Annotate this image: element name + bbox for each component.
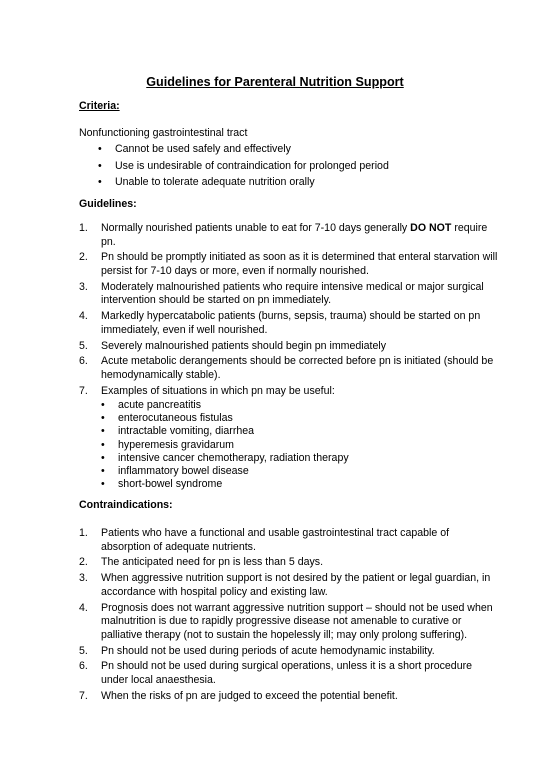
item-text: Examples of situations in which pn may be useful: — [101, 384, 335, 397]
list-item: • Unable to tolerate adequate nutrition orally — [98, 174, 389, 191]
contraindications-list — [79, 527, 499, 705]
contraindication-item — [79, 690, 499, 704]
guideline-item — [79, 355, 499, 382]
item-text: Prognosis does not warrant aggressive nutrition support – should not be used when malnutrition is due to rapidly progressive disease not amenable to curative or palliative therapy (not to sustain the hopelessly ill; may only prolong suffering). — [101, 601, 493, 641]
item-number: 2. — [79, 251, 88, 264]
item-number: 2. — [79, 556, 88, 569]
item-number: 1. — [79, 527, 88, 539]
list-item: • Use is undesirable of contraindication for prolonged period — [98, 158, 389, 175]
item-text: Pn should be promptly initiated as soon as it is determined that enteral starvation will persist for 7-10 days or more, even if normally nourished. — [101, 251, 498, 277]
item-text: require pn. — [101, 222, 488, 248]
guidelines-heading: Guidelines: — [79, 198, 137, 210]
criteria-heading: Criteria: — [79, 100, 120, 112]
list-item: • short-bowel syndrome — [101, 478, 499, 491]
item-number: 6. — [79, 660, 88, 673]
item-number: 6. — [79, 355, 88, 368]
guideline-item — [79, 251, 499, 278]
item-number: 1. — [79, 222, 88, 234]
item-text: Normally nourished patients unable to eat for 7-10 days generally — [101, 222, 411, 234]
examples-list — [101, 399, 499, 491]
item-number: 4. — [79, 310, 88, 323]
item-text: Acute metabolic derangements should be corrected before pn is initiated (should be hemodynamically stable). — [101, 355, 494, 381]
item-text: Moderately malnourished patients who require intensive medical or major surgical intervention should be started on pn immediately. — [101, 280, 484, 307]
item-text: When the risks of pn are judged to exceed the potential benefit. — [101, 689, 398, 702]
guideline-item — [79, 281, 499, 308]
guideline-item — [79, 222, 499, 249]
list-item: • Cannot be used safely and effectively — [98, 141, 389, 158]
list-item: • inflammatory bowel disease — [101, 465, 499, 478]
item-number: 4. — [79, 601, 88, 614]
contraindication-item — [79, 660, 499, 687]
item-text: Patients who have a functional and usable gastrointestinal tract capable of absorption of adequate nutrients. — [101, 527, 450, 553]
item-text: The anticipated need for pn is less than 5 days. — [101, 556, 324, 569]
criteria-intro: Nonfunctioning gastrointestinal tract — [79, 127, 248, 139]
guideline-item — [79, 340, 499, 354]
list-item: • acute pancreatitis — [101, 399, 499, 412]
contraindications-heading: Contraindications: — [79, 499, 173, 511]
list-item: • intractable vomiting, diarrhea — [101, 425, 499, 438]
item-text: Pn should not be used during surgical operations, unless it is a short procedure under local anaesthesia. — [101, 660, 473, 686]
item-number: 3. — [79, 280, 88, 293]
item-text: Markedly hypercatabolic patients (burns, sepsis, trauma) should be started on pn immediately, even if well nourished. — [101, 310, 481, 336]
guideline-item — [79, 310, 499, 337]
contraindication-item — [79, 556, 499, 570]
list-item: • hyperemesis gravidarum — [101, 439, 499, 452]
contraindication-item — [79, 572, 499, 599]
list-item: • enterocutaneous fistulas — [101, 412, 499, 425]
item-number: 7. — [79, 384, 88, 397]
item-text: When aggressive nutrition support is not desired by the patient or legal guardian, in accordance with hospital policy and existing law. — [101, 572, 491, 598]
item-emphasis: DO NOT — [410, 222, 452, 234]
item-text: Severely malnourished patients should begin pn immediately — [101, 339, 387, 352]
list-item: • intensive cancer chemotherapy, radiation therapy — [101, 452, 499, 465]
item-number: 5. — [79, 339, 88, 352]
item-number: 5. — [79, 644, 88, 657]
item-number: 7. — [79, 689, 88, 702]
item-text: Pn should not be used during periods of acute hemodynamic instability. — [101, 644, 435, 657]
contraindication-item — [79, 527, 499, 554]
guidelines-list — [79, 222, 499, 493]
contraindication-item — [79, 645, 499, 659]
guideline-item — [79, 385, 499, 491]
item-number: 3. — [79, 572, 88, 585]
criteria-list — [98, 141, 389, 191]
contraindication-item — [79, 602, 499, 643]
document-title: Guidelines for Parenteral Nutrition Support — [146, 75, 404, 89]
